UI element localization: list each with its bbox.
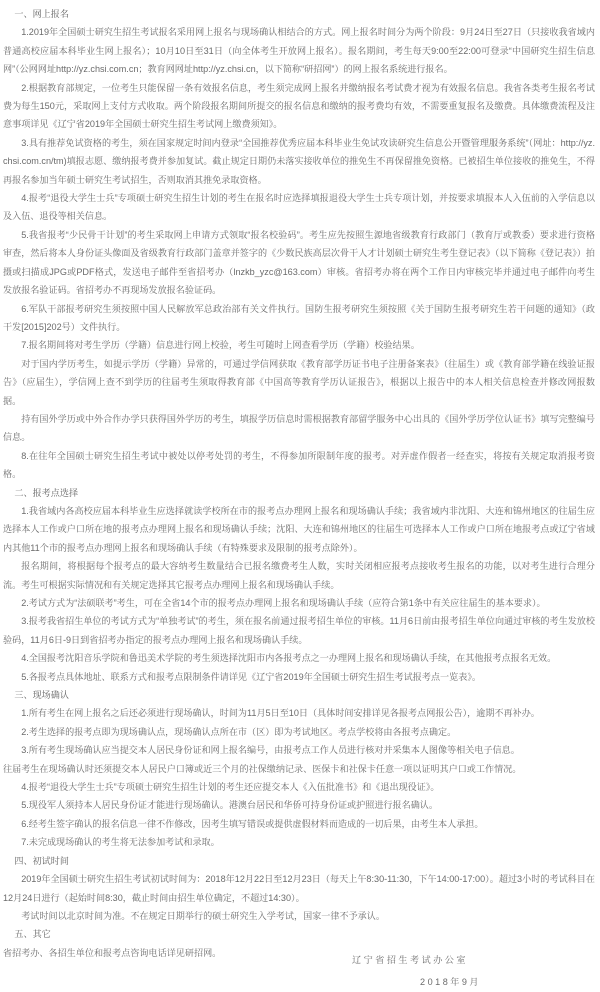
paragraph: 7.未完成现场确认的考生将无法参加考试和录取。 xyxy=(21,837,220,848)
paragraph: 5.各报考点具体地址、联系方式和报考点限制条件请详见《辽宁省2019年全国硕士研究生招生考试报考点一览表》。 xyxy=(21,671,481,682)
paragraph: 持有国外学历或中外合作办学只获得国外学历的考生，填报学历信息时需根据教育部留学服务中心出具的《国外学历学位认证书》填写完整编号信息。 xyxy=(3,413,595,443)
paragraph: 4.报考“退役大学生士兵”专项硕士研究生招生计划的考生还应提交本人《入伍批准书》和《退出现役证》。 xyxy=(21,782,440,793)
paragraph: 3.报考我省招生单位的考试方式为“单独考试”的考生，须在报名前通过报考招生单位的审核。11月6日前由报考招生单位向通过审核的考生发放校验码，11月6日-9日到省招考办指定的报考点办理网上报名和现场确认手续。 xyxy=(3,616,595,645)
section-heading: 三、现场确认 xyxy=(14,690,69,701)
paragraph: 2.根据教育部规定，一位考生只能保留一条有效报名信息，考生须完成网上报名并缴纳报名考试费才视为有效报名信息。我省各类考生报名考试费为每生150元，采取网上支付方式收取。两个阶段报名期间所提交的报名信息和缴纳的报考费均有效，不需要重复报名及缴费。具体缴费流程及注意事项详见《辽宁省2019年全国硕士研究生招生考试网上缴费须知》。 xyxy=(3,82,595,130)
paragraph: 6.经考生签字确认的报名信息一律不作修改，因考生填写错误或提供虚假材料而造成的一切后果，由考生本人承担。 xyxy=(21,818,484,829)
paragraph: 3.所有考生现场确认应当提交本人居民身份证和网上报名编号，由报考点工作人员进行核对并采集本人图像等相关电子信息。 xyxy=(21,745,520,756)
signature-office: 辽宁省招生考试办公室 xyxy=(352,955,468,965)
paragraph: 4.全国报考沈阳音乐学院和鲁迅美术学院的考生须选择沈阳市内各报考点之一办理网上报名和现场确认手续，在其他报考点报名无效。 xyxy=(21,653,557,664)
paragraph: 2.考试方式为“法硕联考”考生，可在全省14个市的报考点办理网上报名和现场确认手续（应符合第1条中有关应往届生的基本要求）。 xyxy=(21,598,546,608)
section-heading: 四、初试时间 xyxy=(14,855,69,866)
paragraph: 考试时间以北京时间为准。不在规定日期举行的硕士研究生入学考试，国家一律不予承认。 xyxy=(21,910,385,921)
paragraph: 3.具有推荐免试资格的考生，须在国家规定时间内登录“全国推荐优秀应届本科毕业生免试攻读研究生信息公开暨管理服务系统”（网址：http://yz.chsi.com.cn/tm)填报志愿、缴纳报考费并参加复试。截止规定日期仍未落实接收单位的推免生不再保留推免资格。已被招生单位接收的推免生，不得再报名参加当年硕士研究生考试招生，否则取消其推免录取资格。 xyxy=(3,137,595,185)
section-exam-site-selection xyxy=(3,484,595,686)
paragraph: 报名期间，将根据每个报考点的最大容纳考生数量结合已报名缴费考生人数，实时关闭相应报考点接收考生报名的功能，以对考生进行合理分流。考生可根据实际情况和有关规定选择其它报考点办理网上报名和现场确认手续。 xyxy=(3,561,595,590)
signature-date: 2018年9月 xyxy=(420,977,481,987)
paragraph: 8.在往年全国硕士研究生招生考试中被处以停考处罚的考生，不得参加所限制年度的报考。对弄虚作假者一经查实，将按有关规定取消报考资格。 xyxy=(3,450,595,480)
paragraph: 4.报考“退役大学生士兵”专项硕士研究生招生计划的考生在报名时应选择填报退役大学生士兵专项计划，并按要求填报本人入伍前的入学信息以及入伍、退役等相关信息。 xyxy=(3,193,595,222)
paragraph: 1.我省域内各高校应届本科毕业生应选择就读学校所在市的报考点办理网上报名和现场确认手续；我省域内非沈阳、大连和锦州地区的往届生应选择本人工作或户口所在地的报考点办理网上报名和现场确认手续；沈阳、大连和锦州地区的往届生可选择本人工作或户口所在地报考点或辽宁省域内其他11个市的报考点办理网上报名和现场确认手续（有特殊要求及限制的报考点除外）。 xyxy=(3,505,595,553)
paragraph: 6.军队干部报考研究生须按照中国人民解放军总政治部有关文件执行。国防生报考研究生须按照《关于国防生报考研究生若干问题的通知》（政干发[2015]202号）文件执行。 xyxy=(3,303,595,332)
paragraph: 5.现役军人须持本人居民身份证才能进行现场确认。港澳台居民和华侨可持身份证或护照进行报名确认。 xyxy=(21,800,438,811)
paragraph: 2019年全国硕士研究生招生考试初试时间为：2018年12月22日至12月23日（每天上午8:30-11:30，下午14:00-17:00）。超过3小时的考试科目在12月24日进行（起始时间8:30，截止时间由招生单位确定，不超过14:30）。 xyxy=(3,874,595,903)
paragraph: 1.2019年全国硕士研究生招生考试报名采用网上报名与现场确认相结合的方式。网上报名时间分为两个阶段：9月24日至27日（只接收我省域内普通高校应届本科毕业生网上报名）；10月10日至31日（向全体考生开放网上报名）。报名期间，考生每天9:00至22:00可登录“中国研究生招生信息网”（公网网址http://yz.chsi.com.cn；教育网网址http://yz.chsi.cn，以下简称“研招网”）的网上报名系统进行报名。 xyxy=(3,27,595,75)
section-heading: 五、其它 xyxy=(14,929,51,940)
section-heading: 二、报考点选择 xyxy=(14,487,79,498)
section-online-registration xyxy=(3,5,595,484)
section-heading: 一、网上报名 xyxy=(14,9,69,19)
section-others xyxy=(3,925,595,962)
section-onsite-confirmation xyxy=(3,686,595,852)
paragraph: 对于国内学历考生，如提示学历（学籍）异常的，可通过学信网获取《教育部学历证书电子注册备案表》（往届生）或《教育部学籍在线验证报告》（应届生），学信网上查不到学历的往届考生须取得教育部《中国高等教育学历认证报告》，根据以上报告中的本人相关信息检查并修改网报数据。 xyxy=(3,358,595,406)
paragraph: 7.报名期间将对考生学历（学籍）信息进行网上校验，考生可随时上网查看学历（学籍）校验结果。 xyxy=(21,340,420,351)
paragraph: 5.我省报考“少民骨干计划”的考生采取网上申请方式领取“报名校验码”。考生应先按照生源地省级教育行政部门（教育厅或教委）要求进行资格审查，然后将本人身份证头像面及省级教育行政部门盖章并签字的《少数民族高层次骨干人才计划硕士研究生考生登记表》（以下简称《登记表》）拍摄或扫描成JPG或PDF格式，发送电子邮件至省招考办（lnzkb_yzc@163.com）审核。省招考办将在两个工作日内审核完毕并通过电子邮件向考生发放报名验证码。省招考办不再现场发放报名验证码。 xyxy=(3,229,595,296)
paragraph: 2.考生选择的报考点即为现场确认点，现场确认点所在市（区）即为考试地区。考点学校将由各报考点确定。 xyxy=(21,726,457,737)
paragraph: 1.所有考生在网上报名之后还必须进行现场确认，时间为11月5日至10日（具体时间安排详见各报考点网报公告），逾期不再补办。 xyxy=(21,708,540,719)
paragraph: 省招考办、各招生单位和报考点咨询电话详见研招网。 xyxy=(3,947,222,958)
paragraph: 往届考生在现场确认时还须提交本人居民户口簿或近三个月的社保缴纳记录、医保卡和社保卡任意一项以证明其户口或工作情况。 xyxy=(3,763,522,774)
section-initial-exam-time xyxy=(3,852,595,926)
